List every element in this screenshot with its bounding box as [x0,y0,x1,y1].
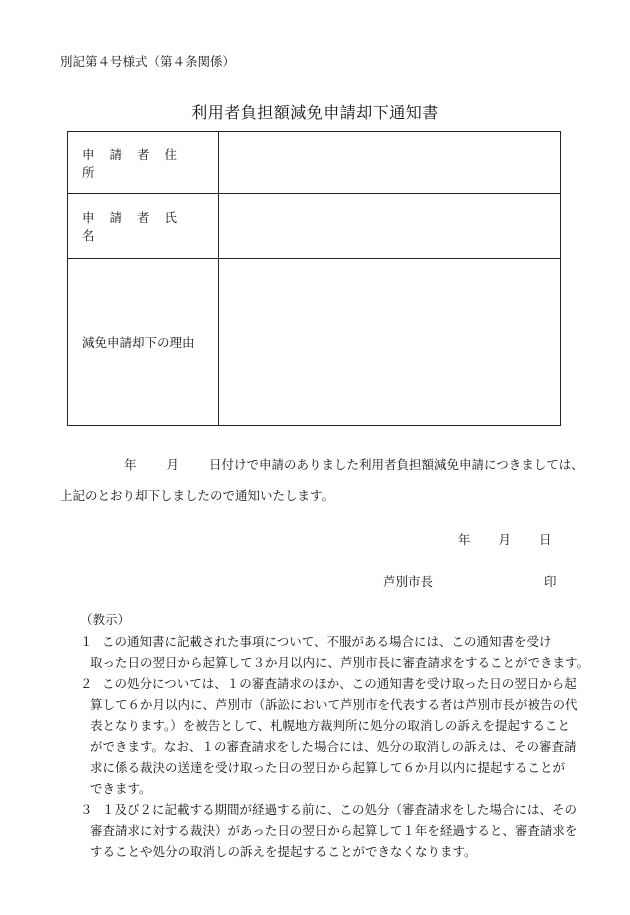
notice-line: 取った日の翌日から起算して３か月以内に、芦別市長に審査請求をすることができます。 [90,655,590,670]
body-year: 年 [124,457,137,472]
notice-heading: （教示） [80,612,131,627]
body-month: 月 [166,457,180,472]
notice-line: 表となります。）を被告として、札幌地方裁判所に処分の取消しの訴えを提起すること [90,718,571,733]
reason-row [68,259,561,426]
form-number: 別記第４号様式（第４条関係） [60,54,236,69]
notice-line: この通知書に記載された事項について、不服がある場合には、この通知書を受け [102,634,552,649]
reason-label: 減免申請却下の理由 [68,259,219,426]
notice-item-number: ３ [80,802,93,817]
notice-line: できます。 [90,781,152,796]
name-value [219,194,561,259]
issuer-name: 芦別市長 [383,574,434,589]
body-line-1 [124,455,584,473]
notice-line: することや処分の取消しの訴えを提起することができなくなります。 [90,844,477,859]
date-year: 年 [458,532,471,547]
issue-date [458,530,552,548]
address-label: 申請者住所 [68,132,219,194]
notice-line: 求に係る裁決の送達を受け取った日の翌日から起算して６か月以内に提起することが [90,760,566,775]
body-line-1-text: 日付けで申請のありました利用者負担額減免申請につきましては、 [209,457,584,472]
notice-line: 審査請求に対する裁決）があった日の翌日から起算して１年を経過すると、審査請求を [90,823,578,838]
address-value [219,132,561,194]
notice-line: この処分については、１の審査請求のほか、この通知書を受け取った日の翌日から起 [102,676,577,691]
address-row [68,132,561,194]
notice-line: ができます。なお、１の審査請求をした場合には、処分の取消しの訴えは、その審査請 [90,739,577,754]
name-label: 申請者氏名 [68,194,219,259]
notice-item-number: １ [80,634,93,649]
seal-mark: 印 [544,574,557,589]
date-month: 月 [498,532,512,547]
notice-line: １及び２に記載する期間が経過する前に、この処分（審査請求をした場合には、その [102,802,578,817]
document-title: 利用者負担額減免申請却下通知書 [191,103,439,122]
body-line-2: 上記のとおり却下しましたので通知いたします。 [60,488,335,503]
notice-line: 算して６か月以内に、芦別市（訴訟において芦別市を代表する者は芦別市長が被告の代 [90,697,578,712]
reason-value [219,259,561,426]
notice-item-number: ２ [80,676,93,691]
name-row [68,194,561,259]
date-day: 日 [539,532,552,547]
application-table [67,131,561,426]
